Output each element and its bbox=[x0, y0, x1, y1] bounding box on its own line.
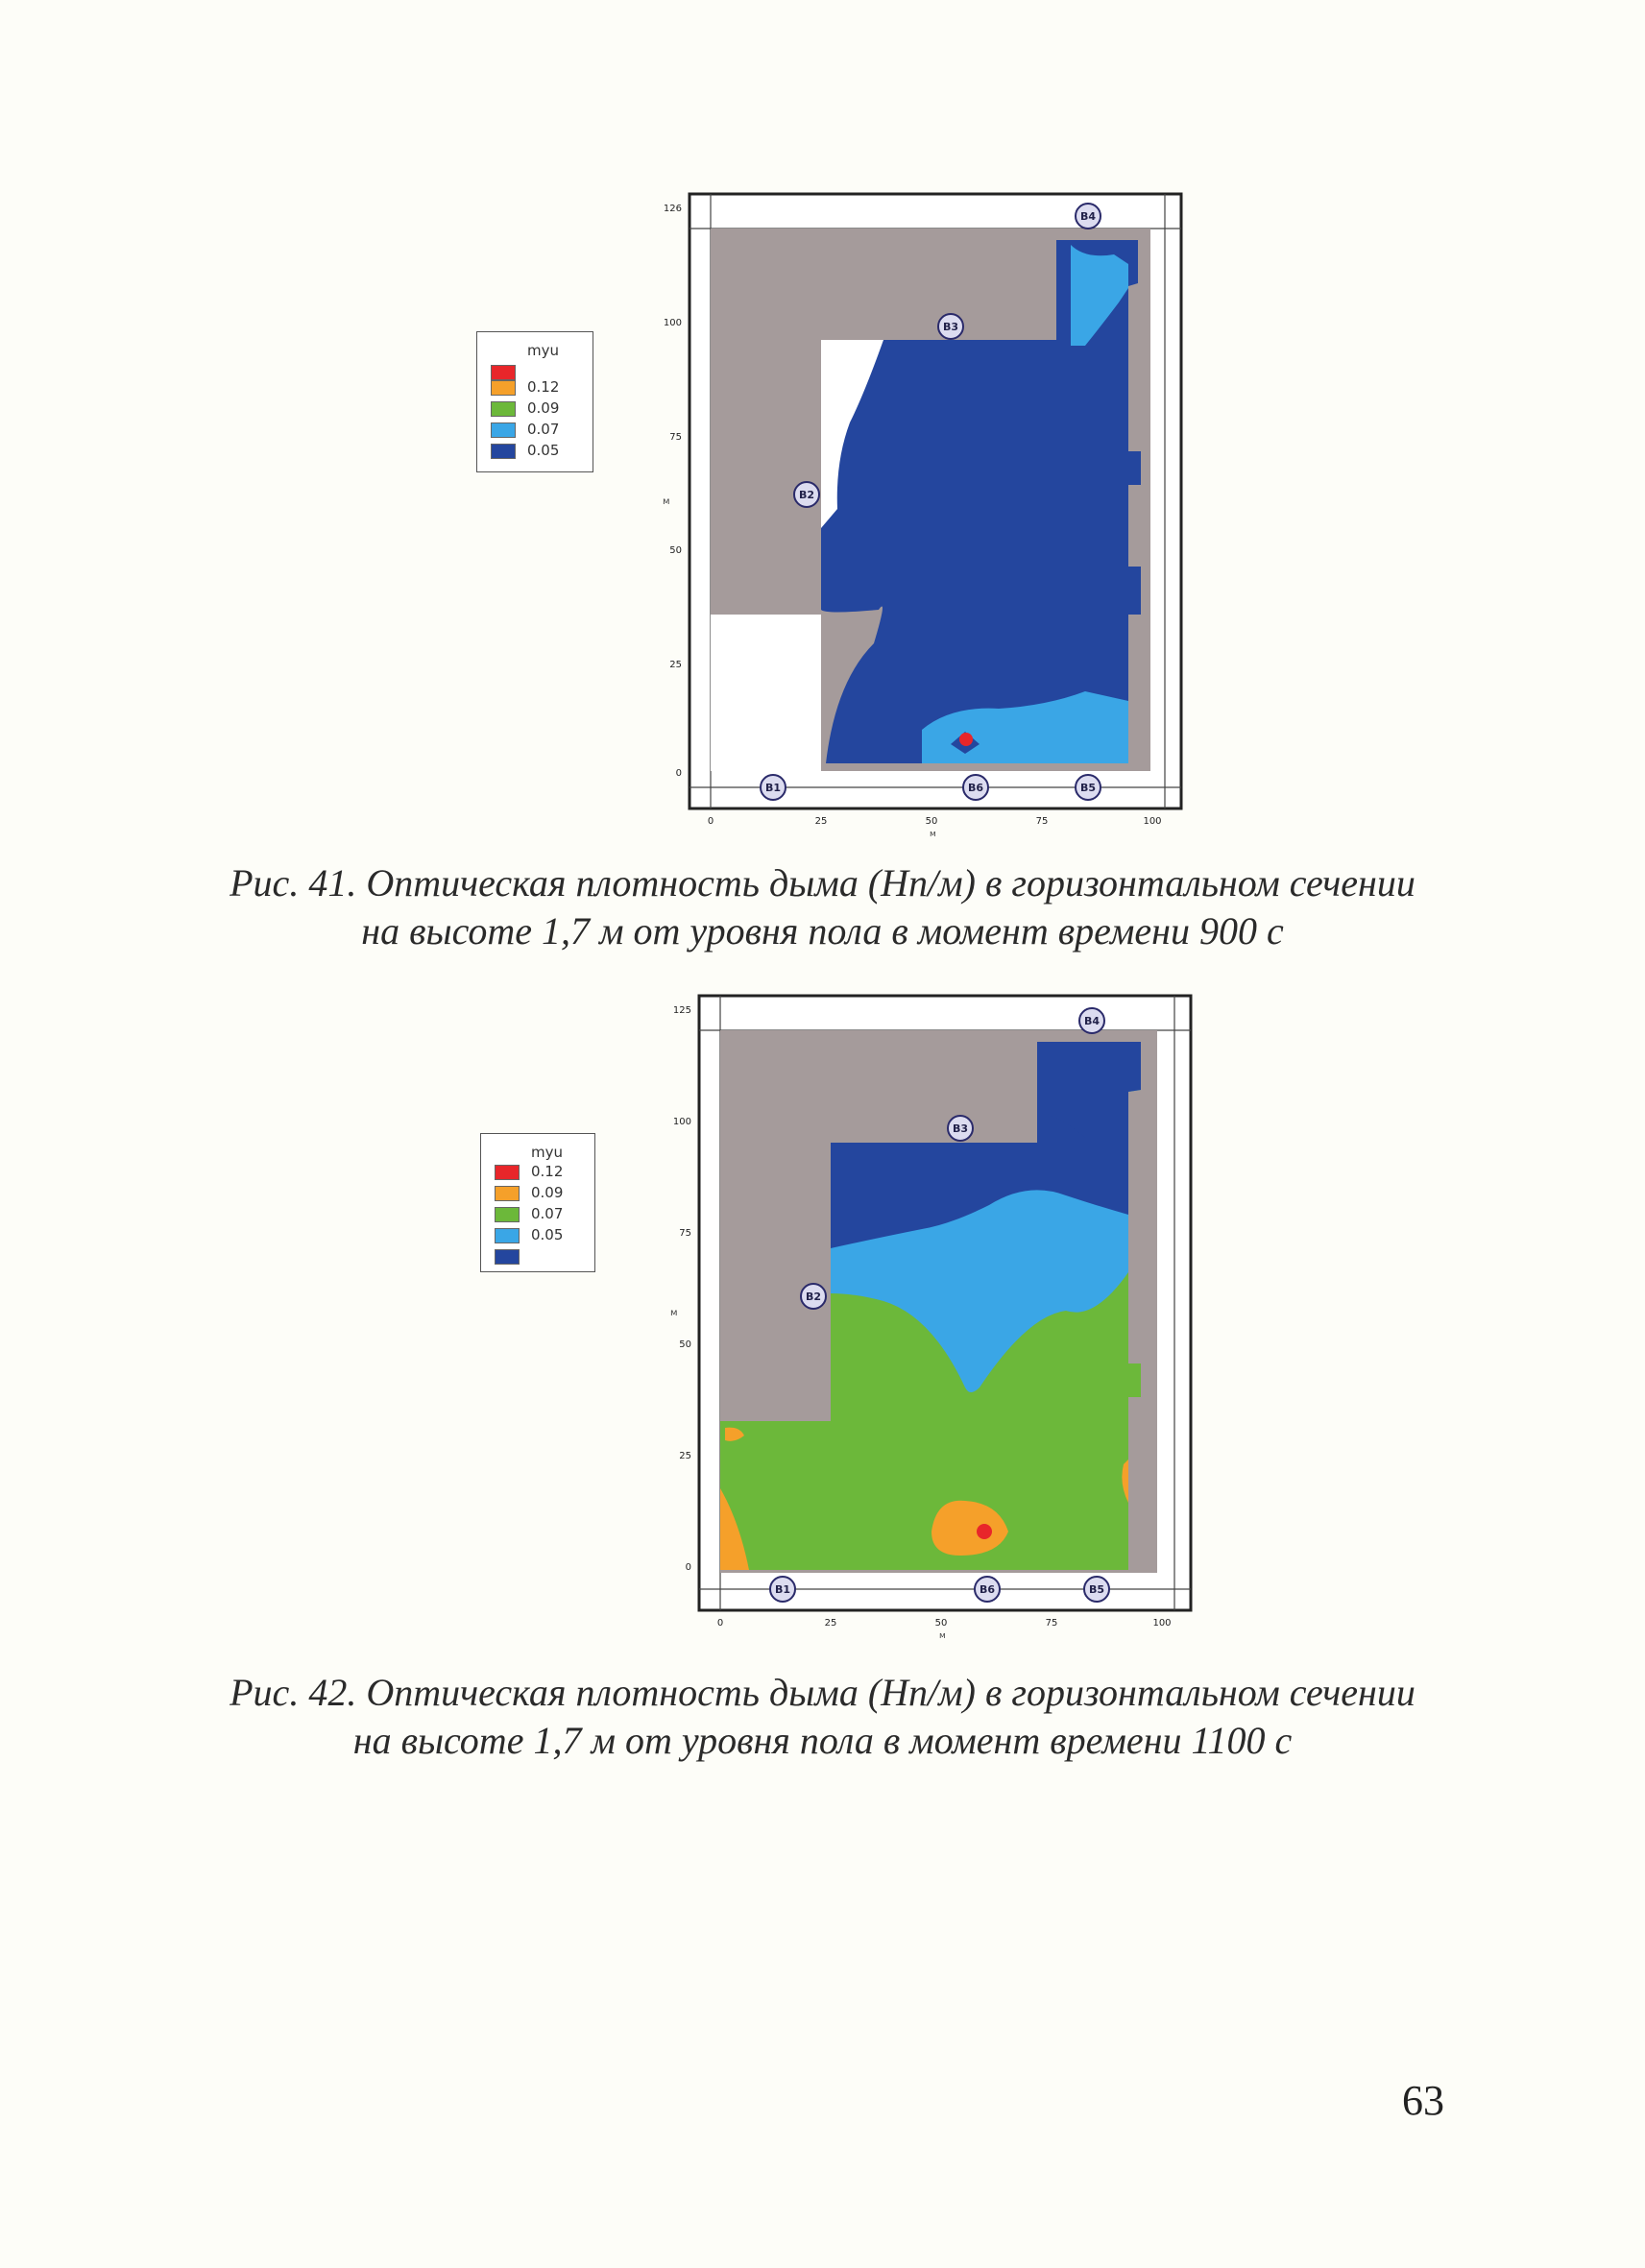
y-tick: 25 bbox=[679, 1451, 691, 1461]
legend-fig41 bbox=[476, 331, 593, 472]
x-axis-label: м bbox=[939, 1631, 946, 1641]
y-tick: 50 bbox=[679, 1339, 691, 1350]
svg-text:B6: B6 bbox=[967, 782, 984, 794]
x-axis-label: м bbox=[930, 830, 936, 839]
legend-item bbox=[495, 1247, 591, 1267]
y-tick: 0 bbox=[675, 768, 682, 779]
x-tick: 50 bbox=[934, 1618, 948, 1629]
svg-text:B5: B5 bbox=[1088, 1583, 1105, 1596]
x-tick: 25 bbox=[814, 816, 828, 827]
legend-swatch-orange bbox=[491, 380, 516, 396]
fire-source bbox=[959, 733, 973, 746]
y-tick: 50 bbox=[669, 545, 682, 556]
legend-item bbox=[495, 1163, 591, 1182]
legend-item bbox=[491, 399, 587, 419]
exit-marker-b3 bbox=[938, 314, 963, 339]
svg-text:B6: B6 bbox=[979, 1583, 996, 1596]
legend-value: 0.09 bbox=[531, 1184, 564, 1201]
exit-marker-b3 bbox=[948, 1116, 973, 1141]
fire-source bbox=[977, 1524, 992, 1539]
unaffected-zone bbox=[711, 615, 821, 771]
exit-marker-b2 bbox=[801, 1284, 826, 1309]
y-tick: 25 bbox=[669, 660, 682, 670]
legend-fig42 bbox=[480, 1133, 595, 1272]
exit-marker-b1 bbox=[761, 775, 786, 800]
exit-marker-b5 bbox=[1084, 1577, 1109, 1602]
legend-swatch-dark-blue bbox=[491, 444, 516, 459]
exit-marker-b4 bbox=[1079, 1008, 1104, 1033]
legend-swatch-green bbox=[495, 1207, 520, 1222]
figure-caption-42 bbox=[0, 1669, 1645, 1765]
exit-marker-b5 bbox=[1076, 775, 1101, 800]
legend-title: myu bbox=[531, 1144, 563, 1161]
legend-item bbox=[495, 1184, 591, 1203]
smoke-density-map-fig42 bbox=[643, 984, 1220, 1647]
legend-swatch-dark-blue bbox=[495, 1249, 520, 1265]
caption-line: Рис. 41. Оптическая плотность дыма (Нп/м) в горизонтальном сечении bbox=[230, 861, 1415, 905]
legend-swatch-red bbox=[495, 1165, 520, 1180]
svg-text:B4: B4 bbox=[1083, 1015, 1101, 1027]
legend-value: 0.12 bbox=[527, 378, 560, 396]
exit-marker-b2 bbox=[794, 482, 819, 507]
svg-text:B5: B5 bbox=[1079, 782, 1097, 794]
y-axis-ticks bbox=[664, 204, 682, 779]
y-tick: 75 bbox=[679, 1228, 691, 1239]
y-tick: 0 bbox=[685, 1562, 691, 1573]
legend-value: 0.12 bbox=[531, 1163, 564, 1180]
caption-line: Рис. 42. Оптическая плотность дыма (Нп/м) в горизонтальном сечении bbox=[230, 1671, 1415, 1714]
x-tick: 75 bbox=[1045, 1618, 1058, 1629]
x-tick: 50 bbox=[925, 816, 938, 827]
y-tick: 126 bbox=[663, 204, 682, 214]
y-axis-label: м bbox=[663, 496, 670, 507]
x-tick: 0 bbox=[707, 816, 714, 827]
svg-text:B4: B4 bbox=[1079, 210, 1097, 223]
legend-item bbox=[495, 1205, 591, 1224]
exit-marker-b1 bbox=[770, 1577, 795, 1602]
svg-text:B3: B3 bbox=[952, 1122, 969, 1135]
x-tick: 100 bbox=[1143, 816, 1162, 827]
legend-value: 0.05 bbox=[531, 1226, 564, 1243]
caption-line: на высоте 1,7 м от уровня пола в момент времени 900 с bbox=[361, 909, 1284, 953]
legend-swatch-orange bbox=[495, 1186, 520, 1201]
x-axis-ticks bbox=[708, 816, 1162, 827]
legend-swatch-light-blue bbox=[491, 422, 516, 438]
y-axis-ticks bbox=[673, 1005, 691, 1573]
y-tick: 100 bbox=[672, 1117, 691, 1127]
y-tick: 125 bbox=[672, 1005, 691, 1016]
legend-value: 0.05 bbox=[527, 442, 560, 459]
legend-item bbox=[491, 421, 587, 440]
svg-text:B1: B1 bbox=[764, 782, 782, 794]
y-tick: 75 bbox=[669, 432, 682, 443]
x-tick: 25 bbox=[824, 1618, 837, 1629]
exit-marker-b6 bbox=[963, 775, 988, 800]
x-tick: 0 bbox=[716, 1618, 724, 1629]
y-tick: 100 bbox=[663, 318, 682, 328]
x-tick: 75 bbox=[1035, 816, 1049, 827]
smoke-density-map-fig41 bbox=[634, 182, 1210, 845]
x-tick: 100 bbox=[1152, 1618, 1172, 1629]
svg-text:B3: B3 bbox=[942, 321, 959, 333]
legend-value: 0.09 bbox=[527, 399, 560, 417]
exit-marker-b4 bbox=[1076, 204, 1101, 229]
y-axis-label: м bbox=[670, 1308, 678, 1318]
svg-text:B1: B1 bbox=[774, 1583, 791, 1596]
legend-value: 0.07 bbox=[531, 1205, 564, 1222]
svg-text:B2: B2 bbox=[798, 489, 815, 501]
svg-text:B2: B2 bbox=[805, 1291, 822, 1303]
legend-value: 0.07 bbox=[527, 421, 560, 438]
figure-caption-41 bbox=[0, 859, 1645, 955]
legend-item bbox=[491, 378, 587, 398]
legend-item bbox=[491, 442, 587, 461]
legend-swatch-light-blue bbox=[495, 1228, 520, 1243]
legend-item bbox=[495, 1226, 591, 1245]
caption-line: на высоте 1,7 м от уровня пола в момент времени 1100 с bbox=[352, 1719, 1293, 1762]
exit-marker-b6 bbox=[975, 1577, 1000, 1602]
legend-title: myu bbox=[527, 342, 559, 359]
page-number: 63 bbox=[1402, 2077, 1444, 2124]
x-axis-ticks bbox=[717, 1618, 1172, 1629]
legend-swatch-green bbox=[491, 401, 516, 417]
